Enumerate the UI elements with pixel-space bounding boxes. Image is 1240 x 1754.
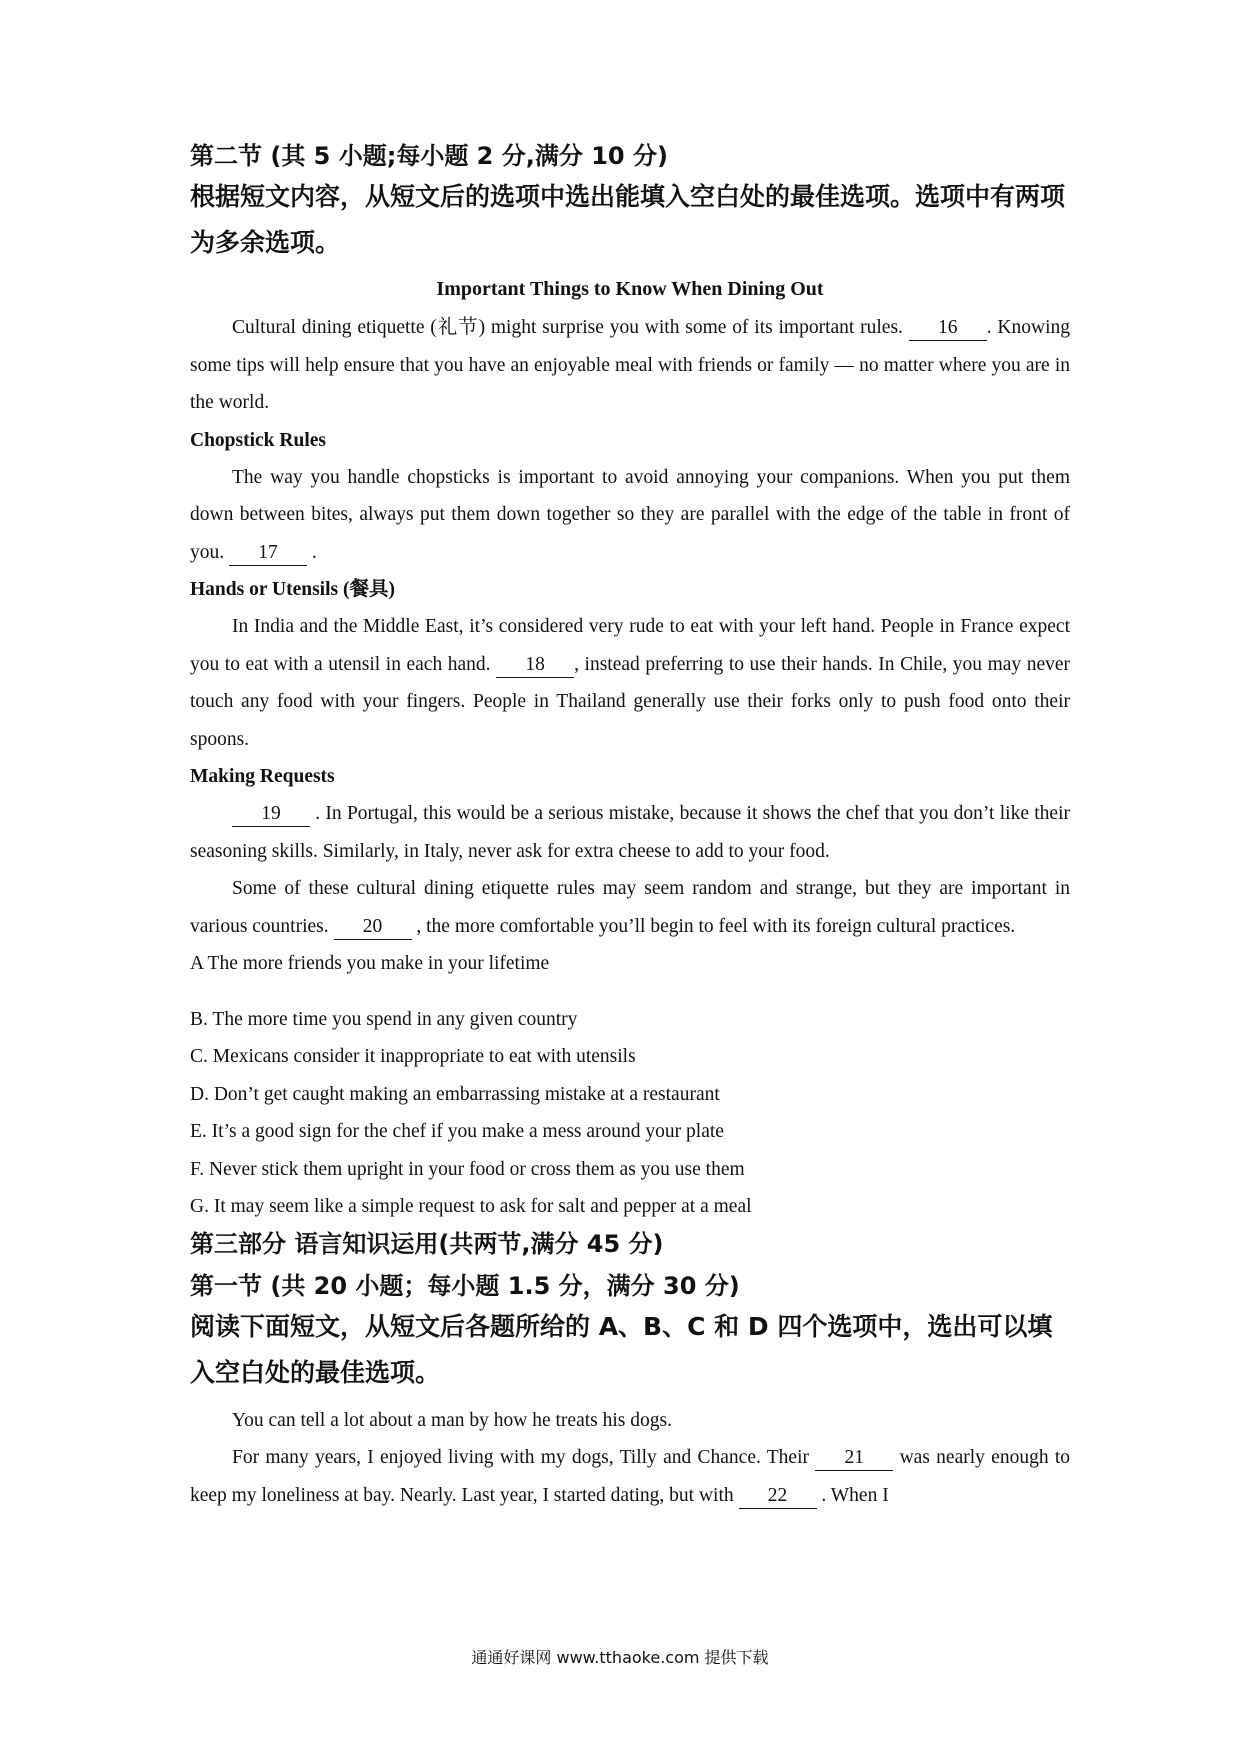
- document-page: [190, 138, 1070, 1514]
- paragraph-text: For many years, I enjoyed living with my dogs, Tilly and Chance. Their: [232, 1447, 809, 1468]
- page-footer: 通通好课网 www.tthaoke.com 提供下载: [471, 1648, 769, 1667]
- paragraph-utensils: [190, 608, 1070, 758]
- section-heading: 第二节 (其 5 小题;每小题 2 分,满分 10 分): [190, 142, 668, 170]
- passage-title: Important Things to Know When Dining Out: [436, 278, 824, 300]
- paragraph-text: . When I: [821, 1484, 889, 1506]
- part3-instruction: 阅读下面短文，从短文后各题所给的 A、B、C 和 D 四个选项中，选出可以填入空白处的最佳选项。: [190, 1311, 1053, 1387]
- subheading-making-requests: Making Requests: [190, 766, 335, 787]
- subheading-chopstick-rules: Chopstick Rules: [190, 429, 326, 451]
- paragraph-text: The way you handle chopsticks is important to avoid annoying your companions. When you put them down between bites, always put them down together so they are parallel with the edge of the table in front of you.: [190, 466, 1070, 563]
- answer-blank-21[interactable]: 21: [815, 1446, 893, 1471]
- paragraph-text: . Knowing some tips will help ensure that you have an enjoyable meal with friends or family — no matter where you are in the world.: [190, 317, 1070, 413]
- answer-blank-16[interactable]: 16: [909, 316, 987, 341]
- paragraph-dogs: [190, 1439, 1070, 1514]
- paragraph-text: , instead preferring to use their hands. In Chile, you may never touch any food with your fingers. People in Thailand generally use their forks only to push food onto their spoons.: [190, 653, 1070, 750]
- section-instruction: 根据短文内容，从短文后的选项中选出能填入空白处的最佳选项。选项中有两项为多余选项。: [190, 182, 1066, 257]
- paragraph-text: Cultural dining etiquette (礼节) might surprise you with some of its important rules.: [232, 317, 903, 338]
- option-d: D. Don’t get caught making an embarrassing mistake at a restaurant: [190, 1083, 720, 1105]
- option-g: G. It may seem like a simple request to ask for salt and pepper at a meal: [190, 1196, 752, 1217]
- answer-blank-17[interactable]: 17: [229, 541, 307, 566]
- paragraph-dogs-intro: You can tell a lot about a man by how he treats his dogs.: [232, 1409, 672, 1431]
- paragraph-text: .: [311, 541, 317, 563]
- option-f: F. Never stick them upright in your food or cross them as you use them: [190, 1158, 745, 1180]
- option-a: A The more friends you make in your lifetime: [190, 953, 550, 974]
- option-b: B. The more time you spend in any given country: [190, 1008, 578, 1030]
- answer-blank-19[interactable]: 19: [232, 802, 310, 827]
- subheading-hands-or-utensils: Hands or Utensils (餐具): [190, 579, 395, 600]
- option-e: E. It’s a good sign for the chef if you make a mess around your plate: [190, 1121, 724, 1142]
- part3-section1-heading: 第一节 (共 20 小题；每小题 1.5 分，满分 30 分): [190, 1271, 740, 1300]
- paragraph-intro: [190, 309, 1070, 422]
- paragraph-text: In India and the Middle East, it’s considered very rude to eat with your left hand. People in France expect you to eat with a utensil in each hand.: [190, 616, 1070, 675]
- part3-heading: 第三部分 语言知识运用(共两节,满分 45 分): [190, 1229, 664, 1258]
- answer-blank-22[interactable]: 22: [739, 1484, 817, 1509]
- paragraph-text: . In Portugal, this would be a serious mistake, because it shows the chef that you don’t like their seasoning skills. Similarly, in Italy, never ask for extra cheese to add to your food.: [190, 803, 1070, 862]
- answer-blank-18[interactable]: 18: [496, 653, 574, 678]
- paragraph-conclusion: [190, 870, 1070, 945]
- option-c: C. Mexicans consider it inappropriate to eat with utensils: [190, 1046, 636, 1067]
- paragraph-text: was nearly enough to keep my loneliness at bay. Nearly. Last year, I started dating, but with: [190, 1447, 1071, 1506]
- paragraph-requests: [190, 795, 1070, 870]
- paragraph-text: Some of these cultural dining etiquette rules may seem random and strange, but they are important in various countries.: [190, 878, 1070, 937]
- answer-blank-20[interactable]: 20: [334, 915, 412, 940]
- paragraph-text: , the more comfortable you’ll begin to feel with its foreign cultural practices.: [416, 915, 1016, 937]
- paragraph-chopsticks: [190, 459, 1070, 572]
